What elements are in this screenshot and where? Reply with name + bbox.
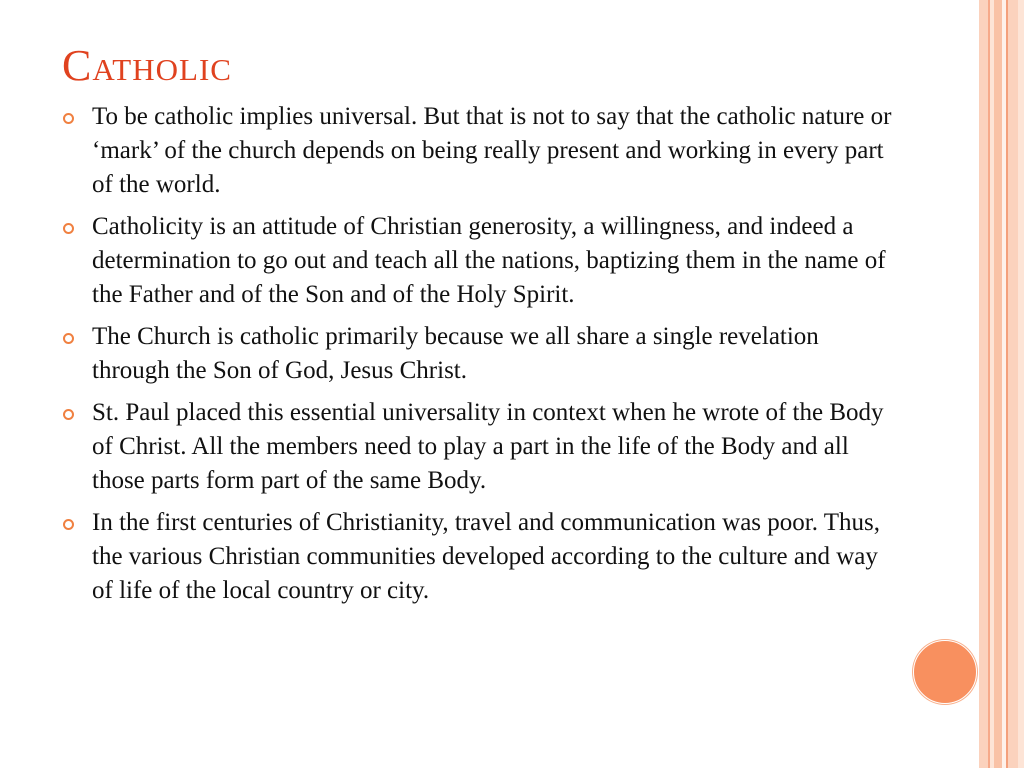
bullet-text: Catholicity is an attitude of Christian generosity, a willingness, and indeed a determination to go out and teach all the nations, baptizing them in the name of the Father and of the Son and of the Holy Spirit.	[92, 213, 886, 308]
ring-bullet-icon	[63, 409, 74, 420]
bullet-text: In the first centuries of Christianity, travel and communication was poor. Thus, the various Christian communities developed according to the culture and way of life of the local country or city.	[92, 509, 881, 604]
bullet-item	[62, 320, 892, 388]
decorative-stripe	[994, 0, 1002, 768]
bullet-item	[62, 100, 892, 202]
slide-title: Catholic	[62, 41, 232, 90]
ring-bullet-icon	[63, 333, 74, 344]
decorative-stripe	[1018, 0, 1024, 768]
ring-bullet-icon	[63, 519, 74, 530]
decorative-stripe	[979, 0, 988, 768]
ring-bullet-icon	[63, 223, 74, 234]
ring-bullet-icon	[63, 113, 74, 124]
bullet-item	[62, 396, 892, 498]
bullet-item	[62, 506, 892, 608]
bullet-text: To be catholic implies universal. But that is not to say that the catholic nature or ‘mark’ of the church depends on being really present and working in every part of the world.	[92, 103, 892, 198]
decorative-circle	[913, 640, 977, 704]
bullet-text: The Church is catholic primarily because we all share a single revelation through the Son of God, Jesus Christ.	[92, 323, 819, 384]
bullet-item	[62, 210, 892, 312]
decorative-stripe	[1008, 0, 1018, 768]
bullet-text: St. Paul placed this essential universality in context when he wrote of the Body of Christ. All the members need to play a part in the life of the Body and all those parts form part of the same Body.	[92, 399, 884, 494]
bullet-list	[62, 100, 892, 616]
